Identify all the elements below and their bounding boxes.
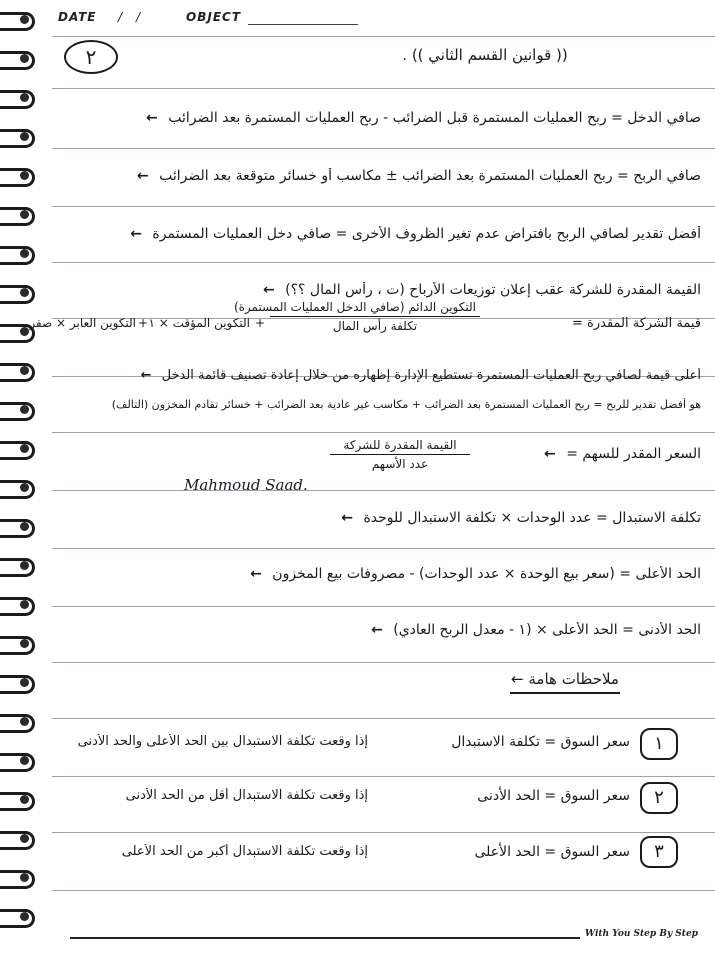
binding-ring (0, 90, 35, 109)
binding-hole (20, 483, 29, 492)
note-condition: سعر السوق = الحد الأدنى (477, 788, 630, 804)
formula-line (100, 566, 701, 582)
notes-title: ملاحظات هامة ← (511, 670, 619, 688)
binding-hole (20, 795, 29, 804)
line-text: الحد الأعلى = (سعر بيع الوحدة × عدد الوحدات) - مصروفات بيع المخزون (272, 566, 701, 582)
binding-hole (20, 327, 29, 336)
ruled-line (52, 490, 715, 491)
arrow-icon: ← (140, 368, 152, 383)
object-underline (248, 24, 358, 25)
fraction-denominator: تكلفة رأس المال (332, 319, 418, 333)
formula-line (62, 282, 701, 298)
binding-ring (0, 402, 35, 421)
binding-hole (20, 171, 29, 180)
note-text: إذا وقعت تكلفة الاستبدال أكبر من الحد الأعلى (121, 844, 368, 859)
formula-line (160, 510, 701, 526)
footer-line (70, 937, 580, 939)
binding-hole (20, 678, 29, 687)
binding-hole (20, 561, 29, 570)
binding-hole (20, 639, 29, 648)
fraction-denominator: عدد الأسهم (371, 457, 429, 471)
line-text: الحد الأدنى = الحد الأعلى × (١ - معدل الربح العادي) (393, 622, 701, 638)
binding-hole (20, 249, 29, 258)
binding-ring (0, 636, 35, 655)
binding-ring (0, 675, 35, 694)
binding-ring (0, 51, 35, 70)
page-header (58, 6, 695, 32)
binding-hole (20, 54, 29, 63)
binding-ring (0, 168, 35, 187)
arrow-icon: ← (250, 566, 262, 582)
formula-line (62, 398, 701, 411)
plus-sign: + (137, 316, 149, 330)
date-label: DATE (58, 10, 97, 24)
binding-ring (0, 363, 35, 382)
arrow-icon: ← (371, 622, 383, 638)
ruled-line (52, 832, 715, 833)
formula-line (240, 622, 701, 638)
arrow-icon: ← (341, 510, 353, 526)
line-text: هو أفضل تقدير للربح = ربح العمليات المستمرة بعد الضرائب + مكاسب غير عادية بعد الضرائب + خسائر تقادم المخزون (التالف) (111, 398, 701, 411)
date-slash: / (118, 10, 124, 24)
binding-hole (20, 444, 29, 453)
signature: Mahmoud Saad. (184, 476, 308, 494)
binding-hole (20, 288, 29, 297)
binding-hole (20, 834, 29, 843)
note-condition: سعر السوق = الحد الأعلى (474, 844, 630, 860)
ruled-line (52, 148, 715, 149)
binding-hole (20, 912, 29, 921)
ruled-line (52, 548, 715, 549)
binding-ring (0, 597, 35, 616)
company-value-fraction (233, 300, 480, 333)
binding-ring (0, 558, 35, 577)
company-value-lhs: قيمة الشركة المقدرة = (572, 316, 701, 331)
binding-hole (20, 366, 29, 375)
binding-ring (0, 753, 35, 772)
note-number: ٢ (640, 782, 678, 814)
formula-line (62, 368, 701, 383)
arrow-icon: ← (130, 226, 142, 242)
binding-hole (20, 600, 29, 609)
share-price-fraction (330, 438, 470, 471)
arrow-icon: ← (544, 446, 556, 462)
binding-ring (0, 480, 35, 499)
arrow-icon: ← (136, 168, 149, 184)
arrow-icon: ← (262, 282, 275, 298)
formula-line (62, 168, 701, 184)
binding-ring (0, 519, 35, 538)
note-number: ٣ (640, 836, 678, 868)
footer-tagline: With You Step By Step (585, 929, 698, 939)
ruled-line (52, 662, 715, 663)
binding-hole (20, 93, 29, 102)
ruled-line (52, 206, 715, 207)
binding-ring (0, 285, 35, 304)
binding-ring (0, 714, 35, 733)
arrow-icon: ← (146, 110, 158, 126)
temporary-component: التكوين المؤقت × ١ (148, 316, 250, 330)
plus-sign: + (254, 316, 266, 330)
formula-line (62, 110, 701, 126)
page-number: ٢ (64, 40, 118, 74)
ruled-line (52, 262, 715, 263)
binding-ring (0, 12, 35, 31)
object-label: OBJECT (186, 10, 242, 24)
binding-hole (20, 873, 29, 882)
fraction-numerator: التكوين الدائم (صافي الدخل العمليات المستمرة) (270, 300, 480, 317)
line-text: صافي الدخل = ربح العمليات المستمرة قبل الضرائب - ربح العمليات المستمرة بعد الضرائب (168, 110, 701, 126)
binding-ring (0, 129, 35, 148)
ruled-line (52, 88, 715, 89)
ruled-line (52, 718, 715, 719)
formula-line (62, 226, 701, 242)
arrow-icon: ← (511, 670, 524, 688)
line-text: أعلى قيمة لصافي ربح العمليات المستمرة تستطيع الإدارة إظهاره من خلال إعادة تصنيف قائمة الدخل (161, 368, 701, 383)
ruled-line (52, 432, 715, 433)
ruled-line (52, 36, 715, 37)
binding-ring (0, 831, 35, 850)
binding-hole (20, 15, 29, 24)
line-text: صافي الربح = ربح العمليات المستمرة بعد الضرائب ± مكاسب أو خسائر متوقعة بعد الضرائب (159, 168, 701, 184)
binding-ring (0, 909, 35, 928)
binding-hole (20, 132, 29, 141)
line-text: تكلفة الاستبدال = عدد الوحدات × تكلفة الاستبدال للوحدة (363, 510, 701, 526)
fraction-numerator: القيمة المقدرة للشركة (330, 438, 470, 455)
date-slash: / (136, 10, 142, 24)
share-price-lhs: السعر المقدر للسهم = ← (544, 446, 701, 462)
ruled-line (52, 776, 715, 777)
page-title: (( قوانين القسم الثاني )) . (402, 46, 568, 64)
note-text: إذا وقعت تكلفة الاستبدال بين الحد الأعلى والحد الأدنى (77, 734, 368, 749)
binding-ring (0, 246, 35, 265)
binding-hole (20, 405, 29, 414)
binding-ring (0, 207, 35, 226)
note-number: ١ (640, 728, 678, 760)
ruled-line (52, 606, 715, 607)
binding-hole (20, 717, 29, 726)
note-condition: سعر السوق = تكلفة الاستبدال (451, 734, 630, 750)
line-text: أفضل تقدير لصافي الربح بافتراض عدم تغير الظروف الأخرى = صافي دخل العمليات المستمرة (152, 226, 701, 242)
binding-ring (0, 870, 35, 889)
binding-hole (20, 756, 29, 765)
binding-ring (0, 441, 35, 460)
binding-hole (20, 522, 29, 531)
transient-component: التكوين العابر × صفر (29, 316, 136, 330)
ruled-line (52, 890, 715, 891)
binding-ring (0, 792, 35, 811)
notes-underline (510, 692, 620, 694)
binding-hole (20, 210, 29, 219)
line-text: القيمة المقدرة للشركة عقب إعلان توزيعات الأرباح (ت ، رأس المال ؟؟) (285, 282, 701, 298)
note-text: إذا وقعت تكلفة الاستبدال أقل من الحد الأدنى (125, 788, 368, 803)
